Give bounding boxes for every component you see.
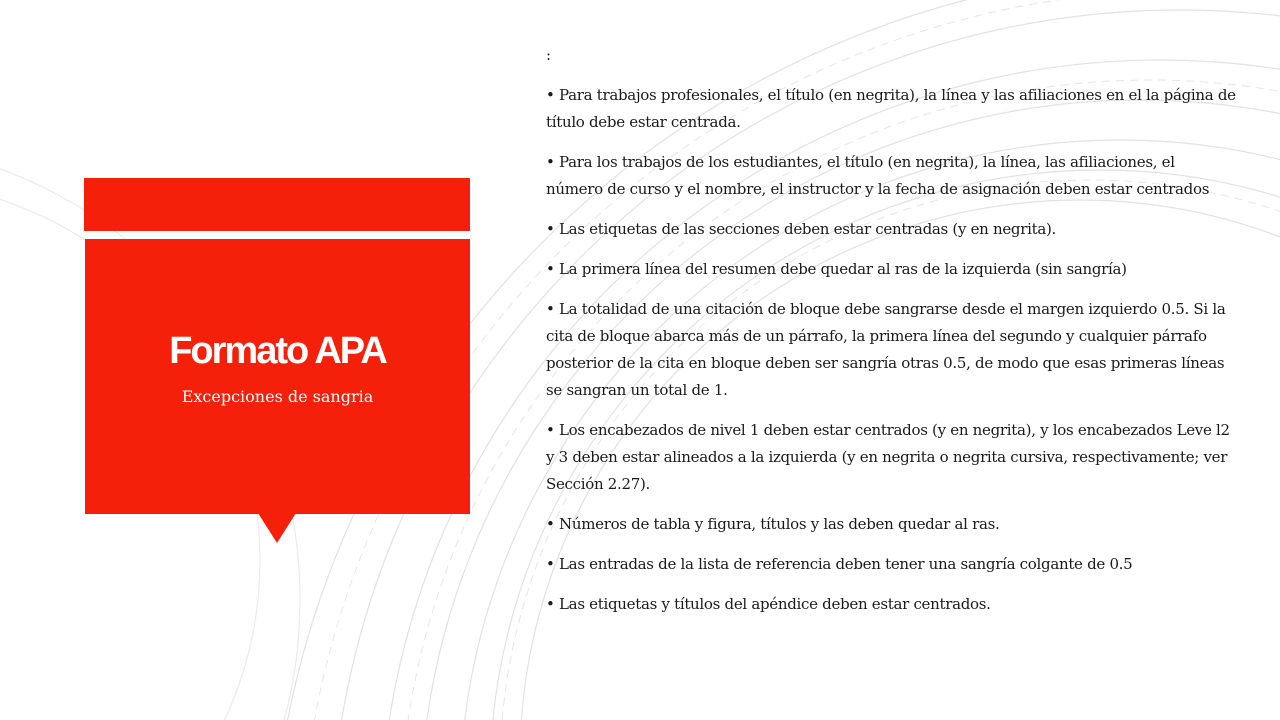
bullet-item: • La totalidad de una citación de bloque debe sangrarse desde el margen izquierdo 0.5. Si la cita de bloque abarca más de un párrafo, la primera línea del segundo y cualquier párrafo posterior de la cita en bloque deben ser sangría otras 0.5, de modo que esas primeras líneas se sangran un total de 1.	[546, 300, 1226, 399]
slide-subtitle: Excepciones de sangria	[181, 387, 374, 406]
bullet-item: • Los encabezados de nivel 1 deben estar centrados (y en negrita), y los encabezados Leve l2 y 3 deben estar alineados a la izquierda (y en negrita o negrita cursiva, respectivamente; ver Sección 2.27).	[546, 421, 1230, 493]
accent-bar	[84, 178, 470, 231]
bullet-item: • Las entradas de la lista de referencia deben tener una sangría colgante de 0.5	[546, 555, 1133, 573]
title-panel-pointer	[258, 513, 296, 543]
bullet-item: • Las etiquetas y títulos del apéndice deben estar centrados.	[546, 595, 991, 613]
bullet-item: • Números de tabla y figura, títulos y las deben quedar al ras.	[546, 515, 1000, 533]
slide-title: Formato APA	[169, 330, 386, 372]
bullet-item: • Para trabajos profesionales, el título (en negrita), la línea y las afiliaciones en el la página de título debe estar centrada.	[546, 86, 1236, 131]
bullet-item: • Las etiquetas de las secciones deben estar centradas (y en negrita).	[546, 220, 1056, 238]
body-lead: :	[546, 46, 551, 64]
bullet-item: • La primera línea del resumen debe quedar al ras de la izquierda (sin sangría)	[546, 260, 1127, 278]
bullet-item: • Para los trabajos de los estudiantes, el título (en negrita), la línea, las afiliaciones, el número de curso y el nombre, el instructor y la fecha de asignación deben estar centrados	[546, 153, 1210, 198]
slide-body	[546, 42, 1236, 631]
title-panel	[85, 239, 470, 514]
